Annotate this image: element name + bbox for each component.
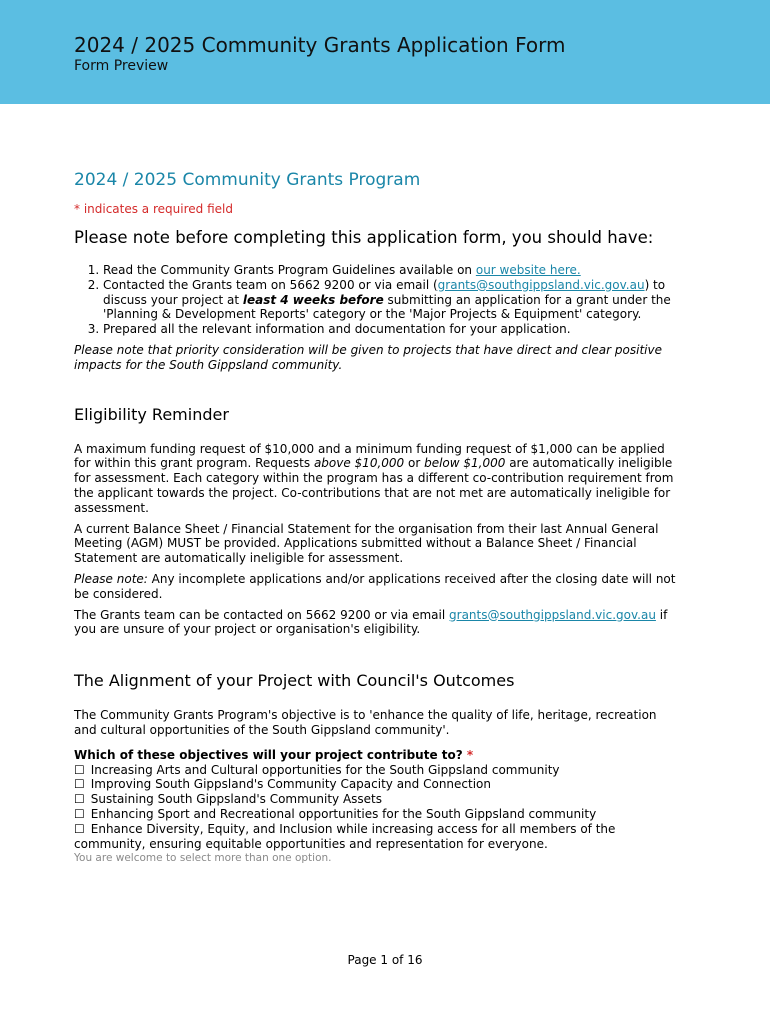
objectives-help-text: You are welcome to select more than one option. [74,852,332,865]
program-objective: The Community Grants Program's objective is to 'enhance the quality of life, heritage, recreation and cultural opportunities of the South Gippsland community'. [74,708,657,737]
checkbox-icon[interactable]: ☐ [74,792,85,807]
option-label: Enhance Diversity, Equity, and Inclusion while increasing access for all members of the community, ensuring equitable opportunities and representation for everyone. [74,821,616,851]
paragraph-emphasis: above $10,000 [313,456,405,471]
option-label: Increasing Arts and Cultural opportunities for the South Gippsland community [90,762,560,777]
step-text: submitting an application for a grant under the 'Planning & Development Reports' category or the 'Major Projects & Equipment' category. [103,292,671,322]
paragraph-text: or [404,456,425,471]
paragraph-text: A maximum funding request of $10,000 and a minimum funding request of $1,000 can be applied for within this grant program. Requests [74,441,665,471]
program-title: 2024 / 2025 Community Grants Program [74,170,421,190]
checkbox-icon[interactable]: ☐ [74,777,85,792]
step-text: Read the Community Grants Program Guidelines available on [103,263,476,277]
step-text: ) to discuss your project at [103,277,666,307]
question-text: Which of these objectives will your project contribute to? [74,747,463,762]
paragraph-text: if you are unsure of your project or organisation's eligibility. [74,607,668,637]
required-field-note: * indicates a required field [74,202,233,216]
objective-option-arts[interactable] [74,763,680,778]
eligibility-paragraph-incomplete [74,572,680,602]
option-label: Improving South Gippsland's Community Capacity and Connection [90,777,491,792]
objective-option-sport[interactable] [74,807,680,822]
paragraph-text: Any incomplete applications and/or applications received after the closing date will not be considered. [74,571,676,601]
page-number: Page 1 of 16 [347,953,423,967]
form-subtitle: Form Preview [74,58,169,74]
paragraph-text: are automatically ineligible for assessment. Each category within the program has a different co-contribution requirement from the applicant towards the project. Co-contributions that are not met are automatically ineligible for assessment. [74,456,674,515]
alignment-heading: The Alignment of your Project with Council's Outcomes [74,671,515,691]
please-note-label: Please note: [74,571,148,586]
step-text: Prepared all the relevant information and documentation for your application. [103,322,571,337]
objectives-question [74,748,680,763]
eligibility-heading: Eligibility Reminder [74,404,229,424]
priority-note: Please note that priority consideration will be given to projects that have direct and clear positive impacts for the South Gippsland community. [74,342,662,372]
checkbox-icon[interactable]: ☐ [74,821,85,836]
section-spacer [74,643,680,671]
objective-option-assets[interactable] [74,792,680,807]
step-emphasis: least 4 weeks before [242,292,384,307]
checkbox-icon[interactable]: ☐ [74,806,85,821]
option-label: Enhancing Sport and Recreational opportunities for the South Gippsland community [90,806,597,821]
grants-email-link[interactable]: grants@southgippsland.vic.gov.au [449,607,656,622]
checkbox-icon[interactable]: ☐ [74,762,85,777]
option-label: Sustaining South Gippsland's Community Assets [90,792,383,807]
list-item [103,278,680,322]
eligibility-paragraph-contact [74,608,680,638]
prerequisite-list [74,263,680,337]
before-completing-heading: Please note before completing this application form, you should have: [74,228,654,247]
list-item [103,263,680,278]
list-item [103,322,680,337]
section-spacer [74,379,680,405]
required-star: * [466,747,474,762]
paragraph-text: The Grants team can be contacted on 5662 9200 or via email [74,607,450,622]
form-content [74,170,680,865]
objective-option-capacity[interactable] [74,777,680,792]
paragraph-emphasis: below $1,000 [424,456,506,471]
grants-email-link[interactable]: grants@southgippsland.vic.gov.au [437,277,645,292]
objective-option-diversity[interactable] [74,822,680,852]
eligibility-paragraph-balance-sheet: A current Balance Sheet / Financial Statement for the organisation from their last Annual General Meeting (AGM) MUST be provided. Applications submitted without a Balance Sheet / Financial Statement are automatically ineligible for assessment. [74,521,659,566]
guidelines-link[interactable]: our website here. [475,263,581,277]
header-banner [0,0,770,104]
eligibility-paragraph-funding [74,442,680,516]
step-text: Contacted the Grants team on 5662 9200 or via email ( [103,277,438,292]
form-title: 2024 / 2025 Community Grants Application Form [74,33,566,57]
